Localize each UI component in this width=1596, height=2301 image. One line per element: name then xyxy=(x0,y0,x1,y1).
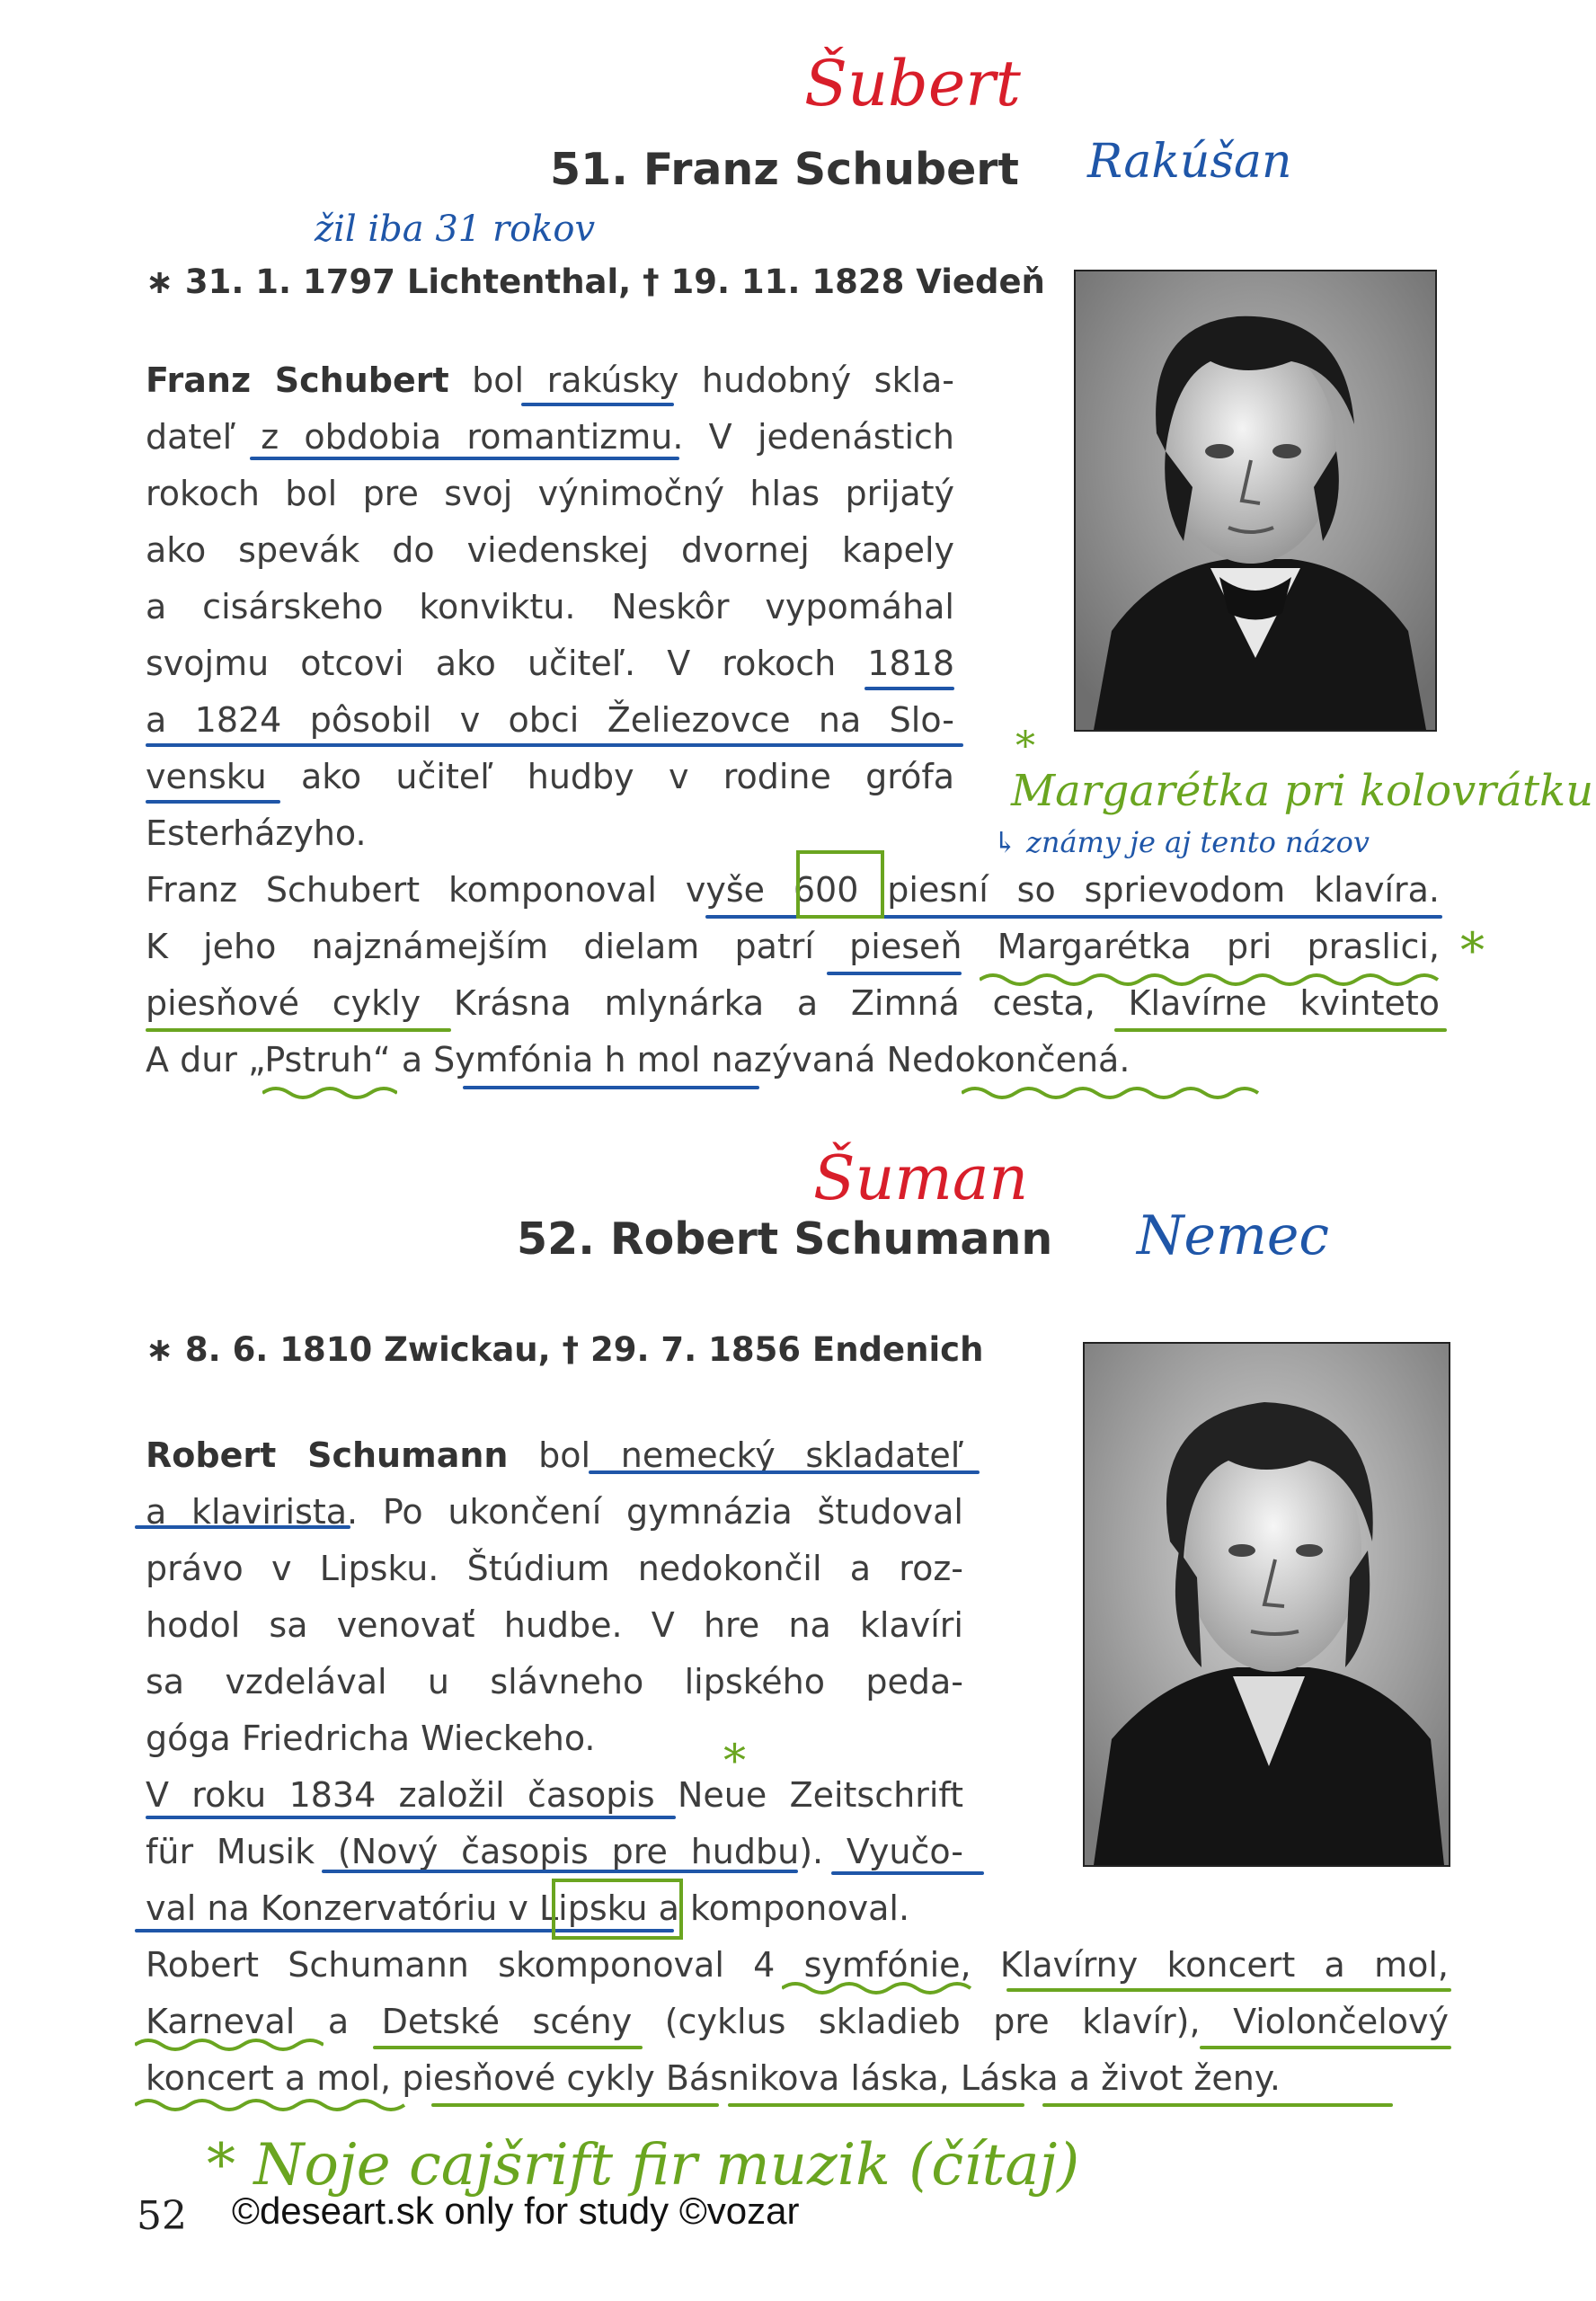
underline-klavirne-kvinteto xyxy=(1114,1028,1447,1032)
wave-pstruh xyxy=(262,1084,397,1102)
schumann-line-9: val na Konzervatóriu v Lipsku a komponoval. xyxy=(146,1888,910,1928)
page-number: 52 xyxy=(137,2193,187,2239)
schumann-line-5: sa vzdelával u slávneho lipského peda- xyxy=(146,1662,963,1701)
schumann-portrait xyxy=(1083,1342,1450,1867)
schubert-line-12: piesňové cykly Krásna mlynárka a Zimná cesta, Klavírne kvinteto xyxy=(146,983,1440,1023)
schumann-line-4: hodol sa venovať hudbe. V hre na klavíri xyxy=(146,1605,963,1645)
schubert-line-13: A dur „Pstruh“ a Symfónia h mol nazývaná Nedokončená. xyxy=(146,1040,1130,1079)
underline-klavirny-koncert xyxy=(1006,1988,1451,1992)
schumann-bio-wide xyxy=(146,1937,1449,2117)
schubert-line-8: vensku ako učiteľ hudby v rodine grófa xyxy=(146,757,954,796)
box-lipsku xyxy=(552,1879,683,1940)
schubert-line-9: Esterházyho. xyxy=(146,813,367,853)
schubert-line-1: Franz Schubert bol rakúsky hudobný skla- xyxy=(146,360,955,400)
annotation-margaretka-note: ↳ známy je aj tento názov xyxy=(993,825,1370,859)
schumann-title: 52. Robert Schumann xyxy=(517,1213,1053,1265)
schubert-portrait xyxy=(1074,270,1437,732)
schumann-line-6: góga Friedricha Wieckeho. xyxy=(146,1719,596,1758)
wave-margaretka xyxy=(980,971,1447,989)
underline-rakusky xyxy=(521,403,674,406)
schubert-line-7: a 1824 pôsobil v obci Želiezovce na Slo- xyxy=(146,700,954,740)
annotation-asterisk-2: * xyxy=(1460,922,1485,979)
schumann-portrait-image xyxy=(1085,1344,1449,1865)
underline-nemecky-skladatel xyxy=(589,1470,980,1474)
schumann-line-11: Karneval a Detské scény (cyklus skladieb pre klavír), Violončelový xyxy=(146,2002,1449,2041)
underline-novy-casopis xyxy=(322,1870,798,1873)
annotation-schubert-nationality: Rakúšan xyxy=(1087,135,1292,189)
schubert-line-3: rokoch bol pre svoj výnimočný hlas prijatý xyxy=(146,474,954,513)
schumann-line-8: für Musik (Nový časopis pre hudbu). Vyučo- xyxy=(146,1832,963,1871)
schubert-line-10: Franz Schubert komponoval vyše 600 piesní so sprievodom klavíra. xyxy=(146,870,1440,910)
underline-vyuco xyxy=(831,1871,984,1875)
wave-koncert-a-mol xyxy=(135,2096,413,2114)
underline-klavirista xyxy=(135,1525,350,1529)
schubert-portrait-image xyxy=(1076,271,1435,730)
underline-1834-casopis xyxy=(146,1816,676,1819)
underline-violoncelovy xyxy=(1200,2046,1451,2049)
underline-romantizmus xyxy=(250,457,679,460)
annotation-asterisk-1: * xyxy=(1015,724,1035,769)
schumann-dates: ∗ 8. 6. 1810 Zwickau, † 29. 7. 1856 Endenich xyxy=(146,1330,984,1369)
schubert-dates: ∗ 31. 1. 1797 Lichtenthal, † 19. 11. 1828 Viedeň xyxy=(146,262,1045,301)
schumann-line-7: V roku 1834 založil časopis Neue Zeitschrift xyxy=(146,1775,963,1815)
schumann-line-10: Robert Schumann skomponoval 4 symfónie, Klavírny koncert a mol, xyxy=(146,1945,1449,1985)
underline-basnikova-laska xyxy=(728,2103,1024,2107)
underline-detske-sceny xyxy=(373,2046,643,2049)
annotation-schumann-pronunciation: Šuman xyxy=(813,1143,1029,1214)
annotation-schubert-lifespan: žil iba 31 rokov xyxy=(315,209,596,250)
schumann-line-1: Robert Schumann bol nemecký skladateľ xyxy=(146,1435,963,1475)
underline-vensku xyxy=(146,800,280,804)
wave-karneval xyxy=(135,2036,324,2054)
schubert-line-11: K jeho najznámejším dielam patrí pieseň Margarétka pri praslici, xyxy=(146,927,1440,966)
schubert-bio-name: Franz Schubert xyxy=(146,360,449,400)
underline-laska-a-zivot xyxy=(1042,2103,1393,2107)
copyright-note: ©deseart.sk only for study ©vozar xyxy=(232,2190,800,2232)
underline-piesen xyxy=(827,972,962,975)
underline-1824-slo xyxy=(146,743,963,747)
wave-nedokoncena xyxy=(962,1084,1267,1102)
annotation-schubert-pronunciation: Šubert xyxy=(804,47,1021,120)
schumann-bio-name: Robert Schumann xyxy=(146,1435,509,1475)
annotation-asterisk-3: * xyxy=(723,1735,746,1787)
schubert-title: 51. Franz Schubert xyxy=(550,144,1019,195)
schubert-line-5: a cisárskeho konviktu. Neskôr vypomáhal xyxy=(146,587,954,626)
annotation-footnote: * Noje cajšrift fir muzik (čítaj) xyxy=(207,2132,1080,2199)
annotation-margaretka-alt: Margarétka pri kolovrátku xyxy=(1011,766,1594,816)
schumann-line-2: a klavirista. Po ukončení gymnázia študoval xyxy=(146,1492,963,1532)
box-600 xyxy=(796,850,884,919)
schubert-line-4: ako spevák do viedenskej dvornej kapely xyxy=(146,530,954,570)
underline-symfonia xyxy=(463,1086,759,1089)
schumann-line-12: koncert a mol, piesňové cykly Básnikova láska, Láska a život ženy. xyxy=(146,2058,1281,2098)
annotation-schumann-nationality: Nemec xyxy=(1137,1204,1330,1267)
underline-piesnove-cykly-2 xyxy=(431,2103,719,2107)
schumann-line-3: právo v Lipsku. Štúdium nedokončil a roz- xyxy=(146,1549,963,1588)
underline-1818 xyxy=(864,687,954,690)
wave-4-symfonie xyxy=(782,1979,989,1997)
schubert-line-2: dateľ z obdobia romantizmu. V jedenástich xyxy=(146,417,954,457)
schubert-line-6: svojmu otcovi ako učiteľ. V rokoch 1818 xyxy=(146,644,954,683)
underline-piesnove-cykly xyxy=(146,1028,451,1032)
